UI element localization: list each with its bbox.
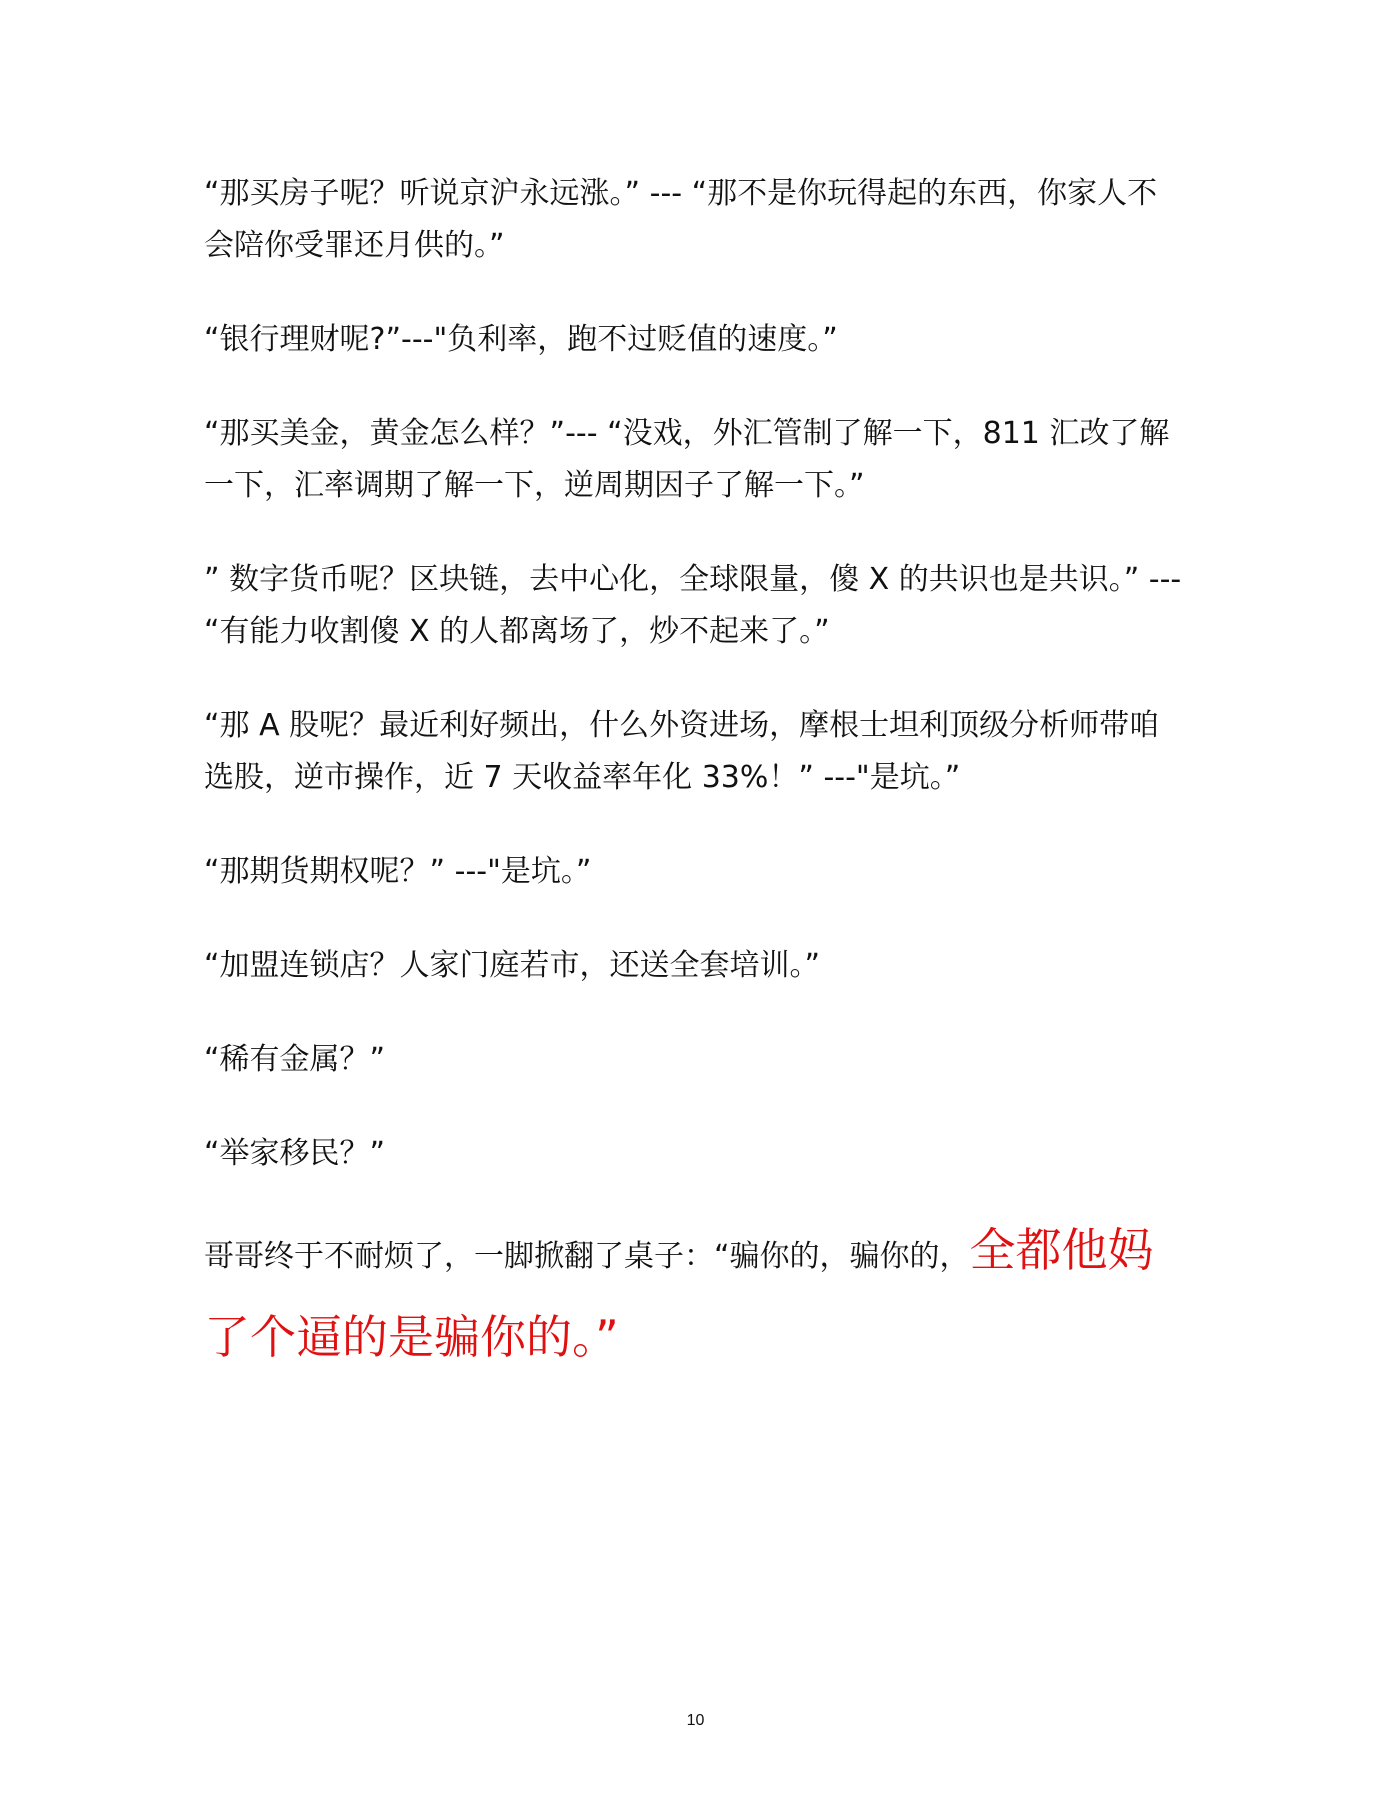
paragraph-7: “加盟连锁店？人家门庭若市，还送全套培训。” bbox=[204, 948, 821, 983]
paragraph-2: “银行理财呢?”---"负利率，跑不过贬值的速度。” bbox=[204, 322, 838, 357]
final-paragraph bbox=[204, 1210, 1184, 1384]
paragraph-4: ” 数字货币呢？区块链，去中心化，全球限量，傻 X 的共识也是共识。” --- “有能力收割傻 X 的人都离场了，炒不起来了。” bbox=[204, 562, 1182, 649]
document-body bbox=[204, 168, 1184, 1414]
final-line-emphasis: 全都他妈了个逼的是骗你的。” bbox=[204, 1223, 1154, 1364]
paragraph-3: “那买美金，黄金怎么样？”--- “没戏，外汇管制了解一下，811 汇改了解一下，汇率调期了解一下，逆周期因子了解一下。” bbox=[204, 416, 1170, 503]
page-number: 10 bbox=[686, 1712, 705, 1729]
paragraph-8: “稀有金属？” bbox=[204, 1042, 386, 1077]
paragraph-1: “那买房子呢？听说京沪永远涨。” --- “那不是你玩得起的东西，你家人不会陪你受罪还月供的。” bbox=[204, 176, 1158, 263]
paragraph-5: “那 A 股呢？最近利好频出，什么外资进场，摩根士坦利顶级分析师带咱选股，逆市操作，近 7 天收益率年化 33%！” ---"是坑。” bbox=[204, 708, 1160, 795]
paragraph-6: “那期货期权呢？” ---"是坑。” bbox=[204, 854, 592, 889]
final-line-text: 哥哥终于不耐烦了，一脚掀翻了桌子：“骗你的，骗你的， bbox=[204, 1239, 970, 1274]
paragraph-9: “举家移民？” bbox=[204, 1136, 386, 1171]
